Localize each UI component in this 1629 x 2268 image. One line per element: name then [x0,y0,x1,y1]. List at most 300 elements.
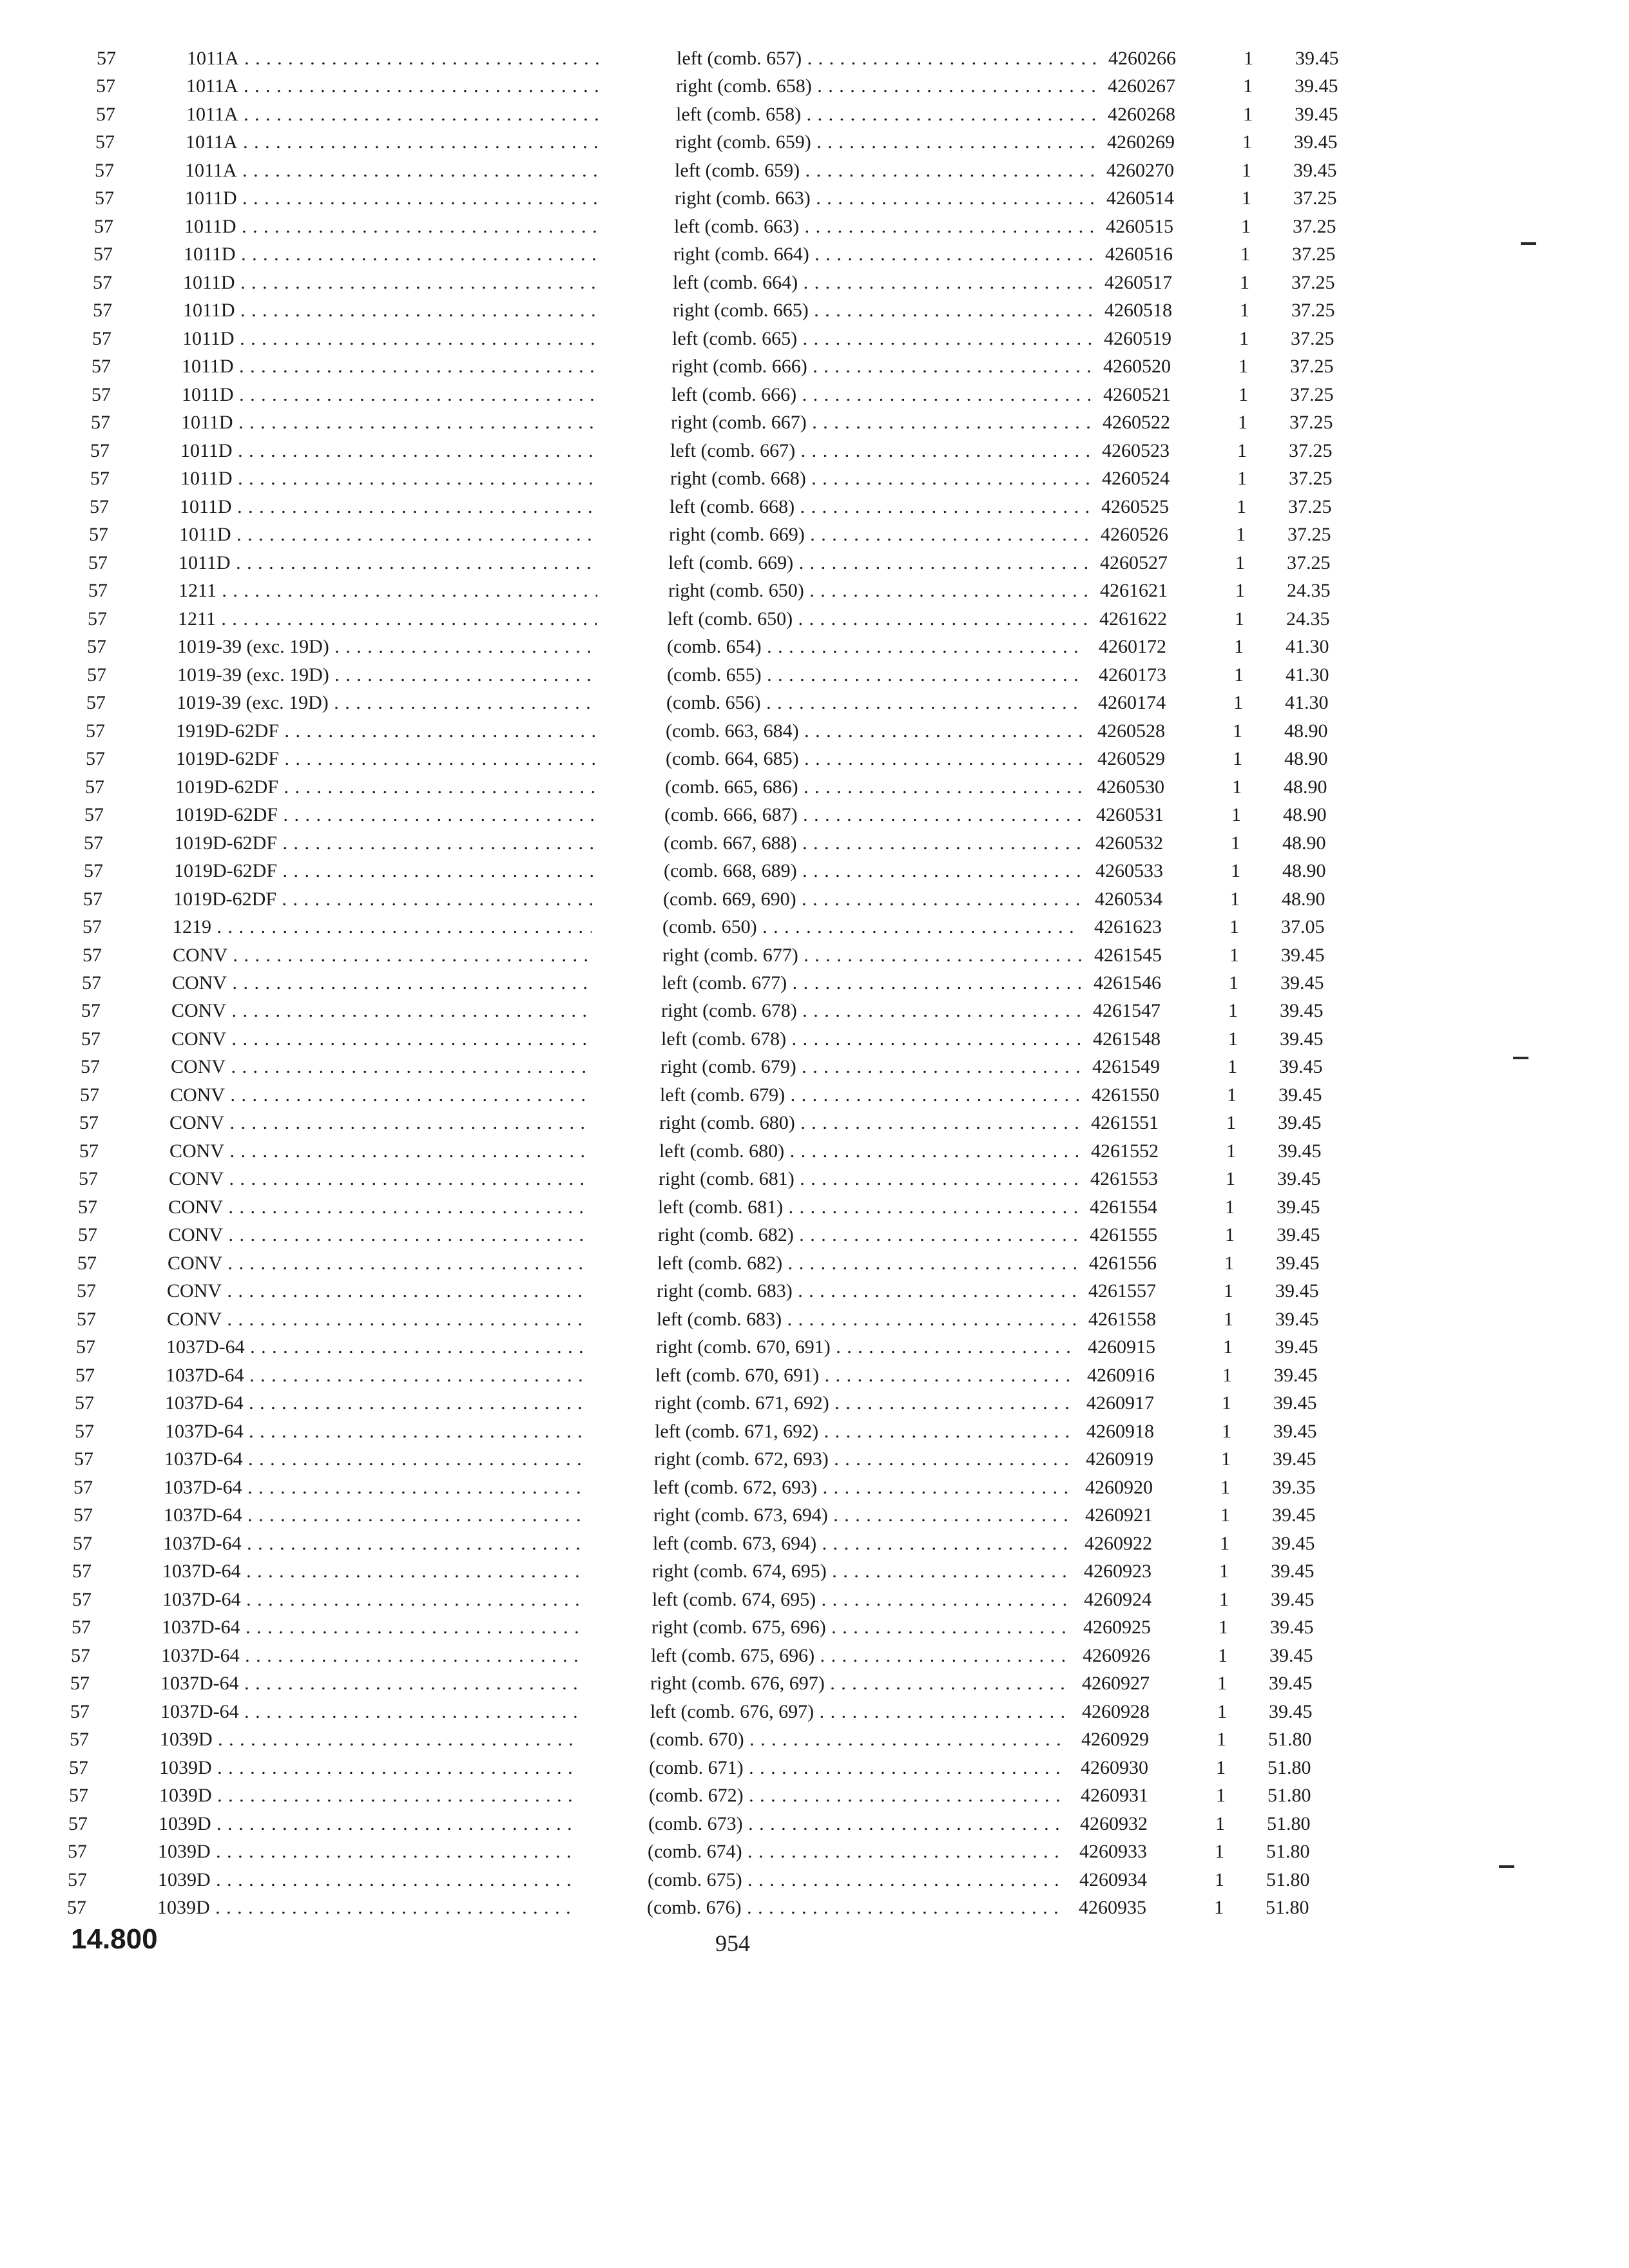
model-cell: CONV . . . [169,1138,588,1164]
description-cell: left (comb. 665) . . . [672,325,1091,352]
description-cell: left (comb. 673, 694) . . . [653,1530,1072,1557]
quantity-cell: 1 [1219,1561,1229,1582]
price-cell: 39.45 [1293,159,1337,181]
table-row [0,1446,1629,1472]
description-cell: left (comb. 676, 697) . . . [650,1698,1069,1725]
price-cell: 48.90 [1283,804,1327,826]
table-row [0,1558,1629,1584]
part-number-cell: 4260934 [1079,1869,1147,1890]
part-number-cell: 4260935 [1079,1897,1146,1918]
price-cell: 51.80 [1266,1841,1310,1863]
price-cell: 39.45 [1275,1308,1319,1330]
part-number-cell: 4261557 [1088,1280,1156,1302]
year-cell: 57 [94,215,113,237]
description-cell: left (comb. 681) . . . [658,1194,1077,1220]
year-cell: 57 [87,664,106,686]
model-cell: 1037D-64 . . . [161,1642,580,1669]
description-cell: (comb. 665, 686) . . . [665,774,1084,800]
quantity-cell: 1 [1242,131,1252,153]
part-number-cell: 4260270 [1106,159,1174,181]
year-cell: 57 [86,692,106,714]
model-cell: 1011D . . . [179,521,598,548]
price-cell: 39.45 [1279,1056,1323,1078]
table-row [0,633,1629,660]
price-cell: 37.25 [1287,552,1331,573]
quantity-cell: 1 [1217,1700,1227,1722]
quantity-cell: 1 [1224,1252,1234,1274]
year-cell: 57 [81,1000,101,1022]
year-cell: 57 [70,1700,90,1722]
table-row [0,101,1629,128]
part-number-cell: 4260919 [1086,1448,1153,1470]
description-cell: (comb. 667, 688) . . . [664,830,1083,856]
part-number-cell: 4260927 [1082,1673,1150,1695]
model-cell: CONV . . . [168,1250,586,1276]
price-cell: 39.45 [1272,1504,1316,1526]
table-row [0,1698,1629,1725]
price-cell: 37.25 [1293,187,1337,209]
description-cell: right (comb. 675, 696) . . . [651,1614,1070,1640]
year-cell: 57 [77,1308,96,1330]
part-number-cell: 4260915 [1088,1336,1155,1358]
part-number-cell: 4261623 [1094,916,1162,938]
table-row [0,1502,1629,1528]
price-cell: 39.45 [1295,48,1339,69]
part-number-cell: 4261556 [1089,1252,1157,1274]
quantity-cell: 1 [1220,1532,1229,1554]
description-cell: left (comb. 659) . . . [675,157,1094,184]
description-cell: left (comb. 675, 696) . . . [651,1642,1070,1669]
price-cell: 39.45 [1274,1364,1318,1386]
model-cell: 1011D . . . [182,325,601,352]
model-cell: 1011A . . . [187,45,606,72]
margin-tick-mark [1521,242,1536,245]
year-cell: 57 [88,580,108,602]
part-number-cell: 4261552 [1091,1140,1159,1162]
quantity-cell: 1 [1244,48,1253,69]
year-cell: 57 [75,1392,94,1414]
quantity-cell: 1 [1217,1729,1226,1751]
model-cell: 1039D . . . [159,1811,577,1837]
description-cell: (comb. 666, 687) . . . [664,802,1083,828]
price-cell: 39.45 [1280,1028,1324,1050]
table-row [0,1894,1629,1921]
model-cell: 1011D . . . [178,550,597,576]
model-cell: 1037D-64 . . . [165,1390,584,1416]
model-cell: 1019D-62DF . . . [174,858,593,884]
part-number-cell: 4260269 [1107,131,1175,153]
part-number-cell: 4261622 [1099,608,1167,629]
table-row [0,325,1629,352]
price-cell: 39.45 [1294,131,1338,153]
quantity-cell: 1 [1233,720,1242,742]
description-cell: left (comb. 669) . . . [668,550,1087,576]
table-row [0,1726,1629,1753]
table-row [0,1082,1629,1108]
part-number-cell: 4260514 [1106,187,1174,209]
part-number-cell: 4261621 [1100,580,1168,602]
quantity-cell: 1 [1231,832,1240,854]
part-number-cell: 4260925 [1083,1617,1151,1639]
year-cell: 57 [77,1252,97,1274]
part-number-cell: 4260528 [1097,720,1165,742]
description-cell: right (comb. 680) . . . [659,1110,1078,1136]
description-cell: (comb. 671) . . . [649,1754,1068,1781]
table-row [0,1642,1629,1669]
table-row [0,886,1629,912]
quantity-cell: 1 [1223,1336,1233,1358]
model-cell: CONV . . . [167,1278,586,1304]
description-cell: right (comb. 677) . . . [662,942,1081,968]
part-number-cell: 4260928 [1082,1700,1150,1722]
table-row [0,185,1629,211]
year-cell: 57 [93,244,113,265]
model-cell: 1039D . . . [157,1894,576,1921]
year-cell: 57 [82,944,102,966]
quantity-cell: 1 [1231,860,1240,882]
table-row [0,1867,1629,1893]
year-cell: 57 [73,1476,93,1498]
quantity-cell: 1 [1215,1841,1224,1863]
price-cell: 39.45 [1280,972,1324,994]
part-number-cell: 4260526 [1101,524,1168,546]
price-cell: 39.45 [1276,1252,1320,1274]
table-row [0,577,1629,604]
table-row [0,465,1629,492]
model-cell: CONV . . . [167,1306,586,1332]
description-cell: right (comb. 681) . . . [659,1166,1077,1192]
price-cell: 39.45 [1271,1561,1315,1582]
part-number-cell: 4260267 [1108,75,1175,97]
table-row [0,1194,1629,1220]
description-cell: left (comb. 677) . . . [662,970,1081,996]
quantity-cell: 1 [1241,215,1251,237]
table-row [0,550,1629,576]
quantity-cell: 1 [1236,524,1246,546]
part-number-cell: 4260516 [1105,244,1173,265]
price-cell: 39.45 [1270,1617,1314,1639]
year-cell: 57 [89,524,108,546]
price-cell: 39.45 [1280,1000,1324,1022]
description-cell: (comb. 668, 689) . . . [664,858,1083,884]
description-cell: right (comb. 659) . . . [675,129,1094,155]
quantity-cell: 1 [1220,1476,1230,1498]
description-cell: left (comb. 667) . . . [670,437,1089,464]
model-cell: 1011A . . . [186,73,605,99]
description-cell: right (comb. 665) . . . [673,297,1092,323]
year-cell: 57 [88,552,108,573]
part-number-cell: 4261546 [1094,972,1161,994]
table-row [0,73,1629,99]
quantity-cell: 1 [1222,1420,1231,1442]
quantity-cell: 1 [1233,692,1243,714]
table-row [0,129,1629,155]
quantity-cell: 1 [1215,1812,1225,1834]
price-cell: 41.30 [1286,664,1329,686]
table-row [0,745,1629,772]
model-cell: CONV . . . [172,970,591,996]
table-row [0,1250,1629,1276]
year-cell: 57 [91,412,110,434]
part-number-cell: 4260918 [1086,1420,1154,1442]
description-cell: right (comb. 663) . . . [675,185,1094,211]
description-cell: right (comb. 658) . . . [676,73,1095,99]
part-number-cell: 4260529 [1097,748,1165,770]
table-row [0,1811,1629,1837]
model-cell: 1037D-64 . . . [162,1558,581,1584]
quantity-cell: 1 [1233,748,1242,770]
description-cell: left (comb. 680) . . . [659,1138,1078,1164]
price-cell: 51.80 [1268,1785,1311,1807]
price-cell: 39.45 [1275,1336,1318,1358]
part-number-cell: 4260266 [1108,48,1176,69]
part-number-cell: 4260922 [1084,1532,1152,1554]
table-row [0,830,1629,856]
price-cell: 51.80 [1267,1812,1311,1834]
description-cell: (comb. 655) . . . [667,662,1086,688]
model-cell: 1019D-62DF . . . [176,745,595,772]
table-row [0,1110,1629,1136]
quantity-cell: 1 [1239,383,1248,405]
year-cell: 57 [80,1084,99,1106]
year-cell: 57 [96,103,115,125]
price-cell: 37.25 [1290,356,1334,378]
description-cell: (comb. 672) . . . [649,1782,1068,1809]
price-cell: 39.45 [1277,1196,1320,1218]
model-cell: 1011D . . . [180,465,599,492]
quantity-cell: 1 [1228,1056,1237,1078]
table-row [0,689,1629,716]
year-cell: 57 [68,1841,87,1863]
description-cell: right (comb. 650) . . . [668,577,1087,604]
price-cell: 39.45 [1295,75,1338,97]
part-number-cell: 4260174 [1098,692,1166,714]
model-cell: CONV . . . [171,1053,590,1080]
table-row [0,662,1629,688]
model-cell: 1011D . . . [182,381,601,408]
part-number-cell: 4261553 [1090,1168,1158,1190]
description-cell: (comb. 675) . . . [648,1867,1066,1893]
model-cell: 1039D . . . [158,1838,577,1865]
model-cell: 1019-39 (exc. 19D) . . . [177,689,595,716]
model-cell: 1011D . . . [180,494,599,520]
table-row [0,494,1629,520]
description-cell: left (comb. 658) . . . [676,101,1095,128]
year-cell: 57 [78,1224,97,1246]
model-cell: 1037D-64 . . . [160,1670,579,1696]
model-cell: 1019-39 (exc. 19D) . . . [177,662,596,688]
price-cell: 48.90 [1284,720,1328,742]
model-cell: 1011D . . . [184,213,603,240]
description-cell: left (comb. 663) . . . [674,213,1093,240]
price-cell: 41.30 [1286,636,1329,658]
table-row [0,1530,1629,1557]
quantity-cell: 1 [1231,804,1241,826]
quantity-cell: 1 [1217,1673,1227,1695]
model-cell: 1019-39 (exc. 19D) . . . [177,633,596,660]
year-cell: 57 [77,1280,96,1302]
description-cell: (comb. 650) . . . [662,914,1081,940]
description-cell: left (comb. 671, 692) . . . [655,1418,1074,1445]
table-row [0,1782,1629,1809]
price-cell: 39.45 [1278,1140,1322,1162]
description-cell: right (comb. 682) . . . [658,1222,1077,1248]
quantity-cell: 1 [1237,439,1247,461]
price-cell: 48.90 [1282,860,1326,882]
table-row [0,970,1629,996]
description-cell: (comb. 664, 685) . . . [666,745,1084,772]
description-cell: left (comb. 650) . . . [668,606,1086,632]
quantity-cell: 1 [1227,1084,1237,1106]
page-number: 954 [715,1930,750,1956]
part-number-cell: 4260523 [1102,439,1170,461]
quantity-cell: 1 [1239,327,1249,349]
price-cell: 39.45 [1269,1700,1313,1722]
part-number-cell: 4261549 [1092,1056,1160,1078]
model-cell: CONV . . . [171,997,590,1024]
quantity-cell: 1 [1240,271,1249,293]
model-cell: 1037D-64 . . . [164,1446,583,1472]
table-row [0,45,1629,72]
part-number-cell: 4260517 [1104,271,1172,293]
quantity-cell: 1 [1242,187,1251,209]
year-cell: 57 [79,1140,99,1162]
year-cell: 57 [85,776,104,798]
year-cell: 57 [95,187,114,209]
price-cell: 51.80 [1268,1756,1311,1778]
model-cell: 1019D-62DF . . . [175,802,593,828]
model-cell: 1019D-62DF . . . [174,830,593,856]
part-number-cell: 4260522 [1103,412,1170,434]
quantity-cell: 1 [1228,1028,1238,1050]
description-cell: right (comb. 668) . . . [670,465,1089,492]
year-cell: 57 [74,1448,93,1470]
quantity-cell: 1 [1234,664,1244,686]
model-cell: 1037D-64 . . . [165,1418,584,1445]
price-cell: 39.45 [1273,1392,1317,1414]
table-row [0,1670,1629,1696]
quantity-cell: 1 [1230,888,1240,910]
year-cell: 57 [78,1196,97,1218]
description-cell: right (comb. 683) . . . [657,1278,1075,1304]
model-cell: 1219 . . . [173,914,592,940]
table-row [0,997,1629,1024]
year-cell: 57 [86,720,105,742]
model-cell: 1037D-64 . . . [160,1698,579,1725]
price-cell: 37.05 [1281,916,1325,938]
year-cell: 57 [88,608,107,629]
table-row [0,606,1629,632]
price-cell: 39.35 [1272,1476,1316,1498]
description-cell: (comb. 669, 690) . . . [663,886,1082,912]
quantity-cell: 1 [1218,1644,1228,1666]
quantity-cell: 1 [1235,608,1244,629]
description-cell: left (comb. 674, 695) . . . [652,1586,1071,1613]
year-cell: 57 [71,1644,90,1666]
year-cell: 57 [97,48,116,69]
price-cell: 37.25 [1291,327,1335,349]
year-cell: 57 [70,1673,90,1695]
table-row [0,1138,1629,1164]
table-row [0,437,1629,464]
model-cell: 1011A . . . [186,101,605,128]
price-cell: 41.30 [1285,692,1329,714]
part-number-cell: 4260920 [1085,1476,1153,1498]
year-cell: 57 [69,1785,88,1807]
quantity-cell: 1 [1234,636,1244,658]
model-cell: CONV . . . [168,1222,587,1248]
table-row [0,269,1629,296]
description-cell: left (comb. 682) . . . [657,1250,1076,1276]
price-cell: 37.25 [1291,271,1335,293]
year-cell: 57 [68,1812,88,1834]
year-cell: 57 [87,636,106,658]
part-number-cell: 4261555 [1090,1224,1157,1246]
year-cell: 57 [73,1532,92,1554]
price-cell: 39.45 [1273,1448,1316,1470]
part-number-cell: 4261550 [1092,1084,1159,1106]
price-cell: 37.25 [1289,439,1333,461]
quantity-cell: 1 [1235,552,1245,573]
model-cell: 1211 . . . [178,577,597,604]
part-number-cell: 4261545 [1094,944,1162,966]
quantity-cell: 1 [1240,300,1249,322]
table-row [0,1222,1629,1248]
quantity-cell: 1 [1226,1112,1236,1134]
quantity-cell: 1 [1216,1756,1226,1778]
description-cell: (comb. 663, 684) . . . [666,718,1084,744]
model-cell: 1011D . . . [181,409,600,436]
model-cell: CONV . . . [169,1110,588,1136]
table-row [0,241,1629,267]
table-row [0,914,1629,940]
quantity-cell: 1 [1235,580,1245,602]
quantity-cell: 1 [1219,1617,1228,1639]
year-cell: 57 [72,1561,92,1582]
price-cell: 39.45 [1269,1673,1313,1695]
part-number-cell: 4260531 [1096,804,1164,826]
year-cell: 57 [84,832,103,854]
year-cell: 57 [68,1869,87,1890]
quantity-cell: 1 [1215,1869,1224,1890]
table-row [0,381,1629,408]
price-cell: 51.80 [1268,1729,1312,1751]
price-cell: 51.80 [1266,1897,1309,1918]
model-cell: 1039D . . . [160,1726,579,1753]
quantity-cell: 1 [1238,412,1248,434]
description-cell: right (comb. 667) . . . [671,409,1090,436]
year-cell: 57 [92,327,111,349]
part-number-cell: 4260524 [1102,468,1170,490]
model-cell: CONV . . . [168,1194,587,1220]
part-number-cell: 4260933 [1079,1841,1147,1863]
price-cell: 48.90 [1284,776,1327,798]
price-cell: 37.25 [1290,383,1334,405]
part-number-cell: 4260530 [1097,776,1164,798]
price-cell: 24.35 [1287,580,1331,602]
quantity-cell: 1 [1240,244,1250,265]
year-cell: 57 [79,1168,98,1190]
model-cell: 1919D-62DF . . . [176,718,595,744]
year-cell: 57 [93,300,112,322]
year-cell: 57 [79,1112,99,1134]
year-cell: 57 [75,1364,95,1386]
description-cell: right (comb. 678) . . . [661,997,1080,1024]
year-cell: 57 [95,131,115,153]
model-cell: 1011D . . . [184,241,602,267]
model-cell: 1211 . . . [178,606,597,632]
margin-tick-mark [1499,1865,1514,1868]
